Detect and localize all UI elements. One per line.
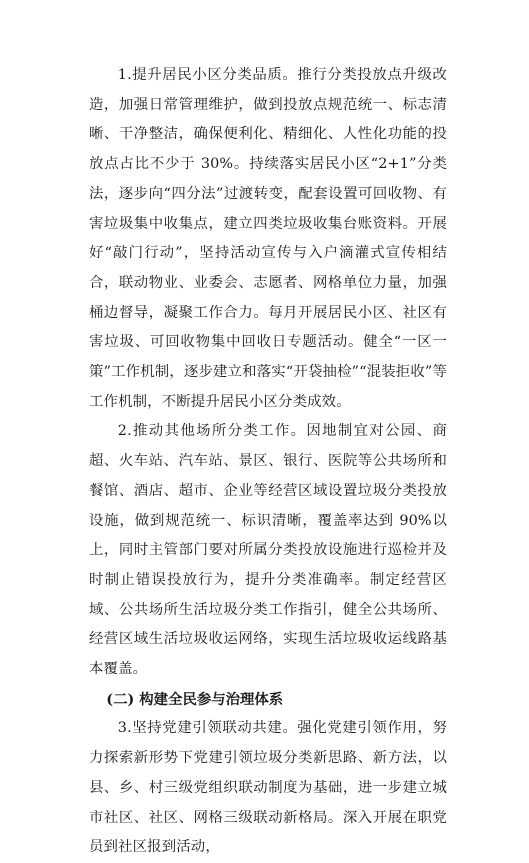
section-heading: (二) 构建全民参与治理体系 <box>106 690 284 708</box>
paragraph-2: 2.推动其他场所分类工作。因地制宜对公园、商超、火车站、汽车站、景区、银行、医院等公共场所和餐馆、酒店、超市、企业等经营区域设置垃圾分类投放设施，做到规范统一、标识清晰，覆盖率达到 90%以上，同时主管部门要对所属分类投放设施进行巡检并及时制止错误投放行为，提升分类准确率。制定经营区域、公共场所生活垃圾分类工作指引，健全公共场所、经营区域生活垃圾收运网络，实现生活垃圾收运线路基本覆盖。 <box>89 423 447 678</box>
paragraph-3: 3.坚持党建引领联动共建。强化党建引领作用，努力探索新形势下党建引领垃圾分类新思路、新方法，以县、乡、村三级党组织联动制度为基础，进一步建立城市社区、社区、网格三级联动新格局。深入开展在职党员到社区报到活动， <box>89 720 447 856</box>
paragraph-1: 1.提升居民小区分类品质。推行分类投放点升级改造，加强日常管理维护，做到投放点规范统一、标志清晰、干净整洁，确保便利化、精细化、人性化功能的投放点占比不少于 30%。持续落实居民小区“2+1”分类法，逐步向“四分法”过渡转变，配套设置可回收物、有害垃圾集中收集点，建立四类垃圾收集台账资料。开展好“敲门行动”，坚持活动宣传与入户滴灌式宣传相结合，联动物业、业委会、志愿者、网格单位力量，加强桶边督导，凝聚工作合力。每月开展居民小区、社区有害垃圾、可回收物集中回收日专题活动。健全“一区一策”工作机制，逐步建立和落实“开袋抽检”“混装拒收”等工作机制，不断提升居民小区分类成效。 <box>89 67 447 410</box>
